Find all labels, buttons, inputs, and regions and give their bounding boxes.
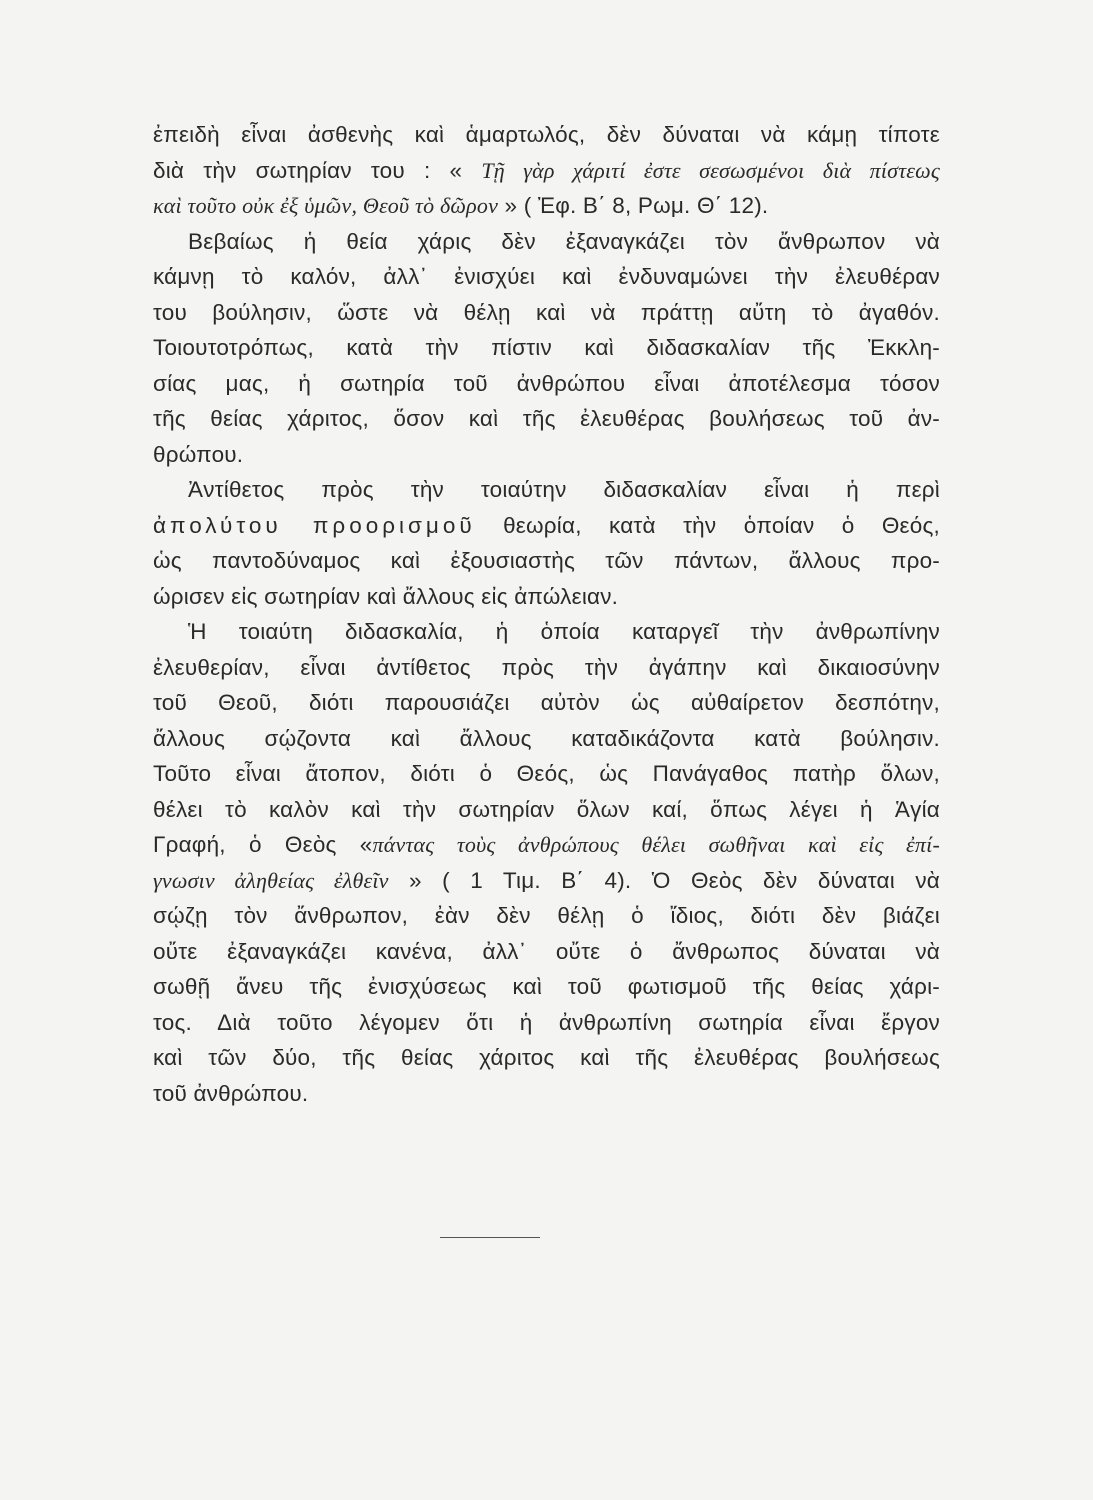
text-segment: Βεβαίως ἡ θεία χάρις δὲν ἐξαναγκάζει τὸν ἄνθρωπον νὰ xyxy=(188,228,940,254)
text-line xyxy=(153,546,940,576)
text-line xyxy=(153,191,940,221)
text-segment: θεωρία, κατὰ τὴν ὁποίαν ὁ Θεός, xyxy=(475,512,940,538)
text-line xyxy=(153,901,940,931)
text-line xyxy=(153,653,940,683)
text-segment: Τοιουτοτρόπως, κατὰ τὴν πίστιν καὶ διδασκαλίαν τῆς Ἐκκλη- xyxy=(153,335,940,360)
text-line xyxy=(188,227,940,257)
text-segment: του βούλησιν, ὥστε νὰ θέλῃ καὶ νὰ πράττῃ αὔτη τὸ ἀγαθόν. xyxy=(153,299,940,325)
text-segment: Τοῦτο εἶναι ἄτοπον, διότι ὁ Θεός, ὡς Πανάγαθος πατὴρ ὅλων, xyxy=(153,761,940,786)
text-segment: κάμνῃ τὸ καλόν, ἀλλ᾽ ἐνισχύει καὶ ἐνδυναμώνει τὴν ἐλευθέραν xyxy=(153,264,940,289)
text-line xyxy=(153,298,940,328)
text-line xyxy=(153,1079,940,1109)
text-segment: ἀπολύτου προορισμοῦ xyxy=(153,512,476,538)
text-line xyxy=(153,830,940,860)
text-line xyxy=(153,1008,940,1038)
text-line xyxy=(153,795,940,825)
text-line xyxy=(153,724,940,754)
text-line xyxy=(153,156,940,186)
text-segment: » ( 1 Τιμ. Β΄ 4). Ὁ Θεὸς δὲν δύναται νὰ xyxy=(388,867,940,893)
text-segment: σῴζῃ τὸν ἄνθρωπον, ἐὰν δὲν θέλῃ ὁ ἴδιος, διότι δὲν βιάζει xyxy=(153,903,940,928)
text-segment: τοῦ ἀνθρώπου. xyxy=(153,1080,309,1106)
text-segment: θέλει τὸ καλὸν καὶ τὴν σωτηρίαν ὅλων καί, ὅπως λέγει ἡ Ἁγία xyxy=(153,796,940,822)
italic-quotation: καὶ τοῦτο οὐκ ἐξ ὑμῶν, Θεοῦ τὸ δῶρον xyxy=(153,193,499,218)
text-line xyxy=(153,688,940,718)
text-line xyxy=(153,759,940,789)
text-segment: Ἀντίθετος πρὸς τὴν τοιαύτην διδασκαλίαν εἶναι ἡ περὶ xyxy=(188,477,940,502)
text-line xyxy=(153,937,940,967)
text-segment: ὡς παντοδύναμος καὶ ἐξουσιαστὴς τῶν πάντων, ἄλλους προ- xyxy=(153,548,940,573)
text-line xyxy=(153,582,940,612)
text-segment: οὔτε ἐξαναγκάζει κανένα, ἀλλ᾽ οὔτε ὁ ἄνθρωπος δύναται νὰ xyxy=(153,938,940,964)
text-segment: τοῦ Θεοῦ, διότι παρουσιάζει αὐτὸν ὡς αὐθαίρετον δεσπότην, xyxy=(153,690,940,715)
text-segment: τος. Διὰ τοῦτο λέγομεν ὅτι ἡ ἀνθρωπίνη σωτηρία εἶναι ἔργον xyxy=(153,1009,940,1035)
text-line xyxy=(153,333,940,363)
text-line xyxy=(153,866,940,896)
text-segment: θρώπου. xyxy=(153,441,244,467)
italic-quotation: Τῇ γὰρ χάριτί ἐστε σεσωσμένοι διὰ πίστεως xyxy=(481,157,941,183)
end-rule-divider xyxy=(440,1237,540,1238)
text-segment: ἐλευθερίαν, εἶναι ἀντίθετος πρὸς τὴν ἀγάπην καὶ δικαιοσύνην xyxy=(153,654,940,680)
italic-quotation: γνωσιν ἀληθείας ἐλθεῖν xyxy=(153,867,389,893)
text-line xyxy=(153,511,940,541)
text-line xyxy=(153,369,940,399)
text-line xyxy=(153,1043,940,1073)
text-line xyxy=(188,475,940,505)
text-segment: Γραφή, ὁ Θεὸς « xyxy=(153,832,373,857)
text-segment: καὶ τῶν δύο, τῆς θείας χάριτος καὶ τῆς ἐλευθέρας βουλήσεως xyxy=(153,1045,940,1070)
text-line xyxy=(153,440,940,470)
text-segment: » ( Ἐφ. Β΄ 8, Ρωμ. Θ΄ 12). xyxy=(498,193,769,218)
text-segment: ἐπειδὴ εἶναι ἀσθενὴς καὶ ἁμαρτωλός, δὲν δύναται νὰ κάμῃ τίποτε xyxy=(153,122,940,147)
text-segment: διὰ τὴν σωτηρίαν του : « xyxy=(153,157,482,183)
text-line xyxy=(153,404,940,434)
text-segment: τῆς θείας χάριτος, ὅσον καὶ τῆς ἐλευθέρας βουλήσεως τοῦ ἀν- xyxy=(153,406,940,431)
text-segment: σίας μας, ἡ σωτηρία τοῦ ἀνθρώπου εἶναι ἀποτέλεσμα τόσον xyxy=(153,370,940,396)
text-segment: σωθῇ ἄνευ τῆς ἐνισχύσεως καὶ τοῦ φωτισμοῦ τῆς θείας χάρι- xyxy=(153,974,940,999)
text-segment: ώρισεν εἰς σωτηρίαν καὶ ἄλλους εἰς ἀπώλειαν. xyxy=(153,583,619,609)
text-segment: ἄλλους σῴζοντα καὶ ἄλλους καταδικάζοντα κατὰ βούλησιν. xyxy=(153,725,940,751)
text-line xyxy=(153,262,940,292)
text-line xyxy=(153,972,940,1002)
text-line xyxy=(153,120,940,150)
text-segment: Ἡ τοιαύτη διδασκαλία, ἡ ὁποία καταργεῖ τὴν ἀνθρωπίνην xyxy=(188,619,940,644)
italic-quotation: πάντας τοὺς ἀνθρώπους θέλει σωθῆναι καὶ εἰς ἐπί- xyxy=(372,832,940,857)
text-line xyxy=(188,617,940,647)
